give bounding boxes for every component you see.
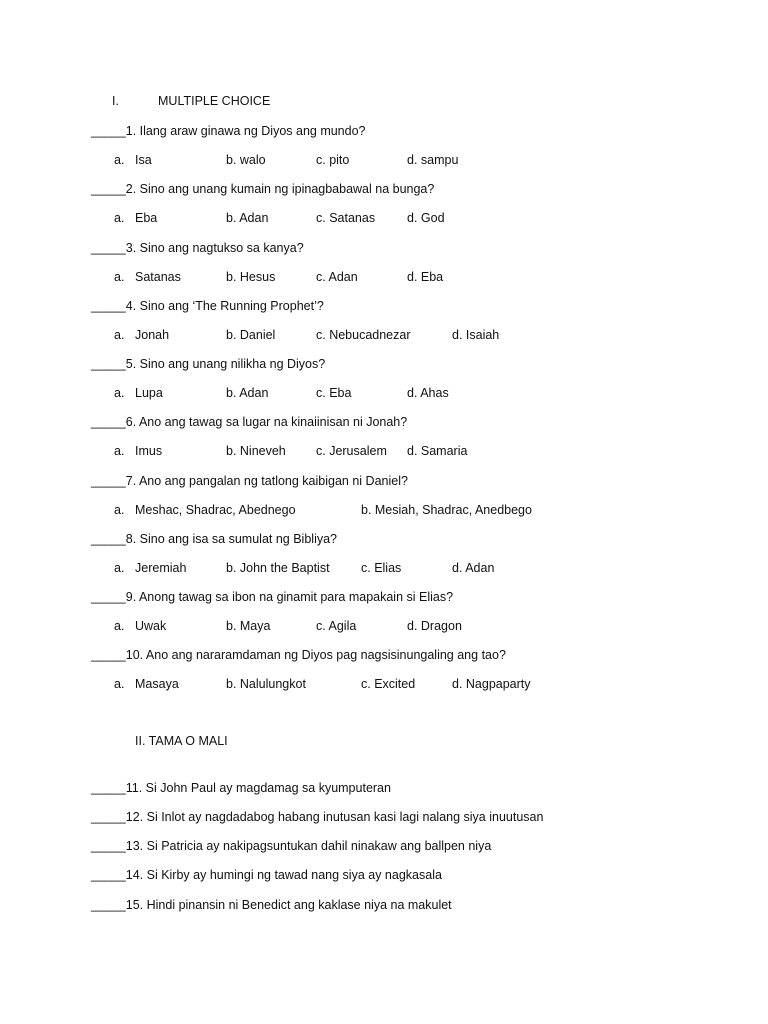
option-letter: a. [114,444,125,458]
option-d: d. Dragon [407,619,462,633]
option-a: Eba [135,211,158,225]
option-b: b. Nineveh [226,444,286,458]
option-c: c. Adan [316,270,358,284]
question-2: _____2. Sino ang unang kumain ng ipinagbabawal na bunga? [91,182,435,196]
option-letter: a. [114,386,125,400]
question-4: _____4. Sino ang ‘The Running Prophet’? [91,299,324,313]
section-1-title: MULTIPLE CHOICE [158,94,271,108]
option-b: b. Mesiah, Shadrac, Anedbego [361,503,532,517]
option-d: d. Eba [407,270,444,284]
option-b: b. John the Baptist [226,561,330,575]
option-letter: a. [114,328,125,342]
option-letter: a. [114,153,125,167]
option-b: b. Adan [226,211,269,225]
option-c: c. Satanas [316,211,376,225]
option-a: Isa [135,153,152,167]
question-8-options [0,560,768,576]
option-c: c. Eba [316,386,352,400]
option-c: c. pito [316,153,350,167]
true-false-item-15: _____15. Hindi pinansin ni Benedict ang kaklase niya na makulet [91,898,452,912]
question-1-options [0,152,768,168]
option-a: Lupa [135,386,163,400]
option-a: Masaya [135,677,179,691]
question-10: _____10. Ano ang nararamdaman ng Diyos pag nagsisinungaling ang tao? [91,648,506,662]
option-a: Jonah [135,328,170,342]
true-false-item-11: _____11. Si John Paul ay magdamag sa kyumputeran [91,781,391,795]
question-6: _____6. Ano ang tawag sa lugar na kinaiinisan ni Jonah? [91,415,408,429]
question-6-options [0,443,768,459]
question-1: _____1. Ilang araw ginawa ng Diyos ang mundo? [91,124,366,138]
question-5: _____5. Sino ang unang nilikha ng Diyos? [91,357,326,371]
question-8: _____8. Sino ang isa sa sumulat ng Bibliya? [91,532,337,546]
true-false-item-12: _____12. Si Inlot ay nagdadabog habang inutusan kasi lagi nalang siya inuutusan [91,810,544,824]
option-c: c. Jerusalem [316,444,387,458]
option-letter: a. [114,211,125,225]
option-d: d. Nagpaparty [452,677,531,691]
option-c: c. Excited [361,677,416,691]
question-7-options [0,502,768,518]
option-b: b. Maya [226,619,271,633]
true-false-item-14: _____14. Si Kirby ay humingi ng tawad nang siya ay nagkasala [91,868,442,882]
option-d: d. sampu [407,153,459,167]
question-3-options [0,269,768,285]
option-a: Satanas [135,270,181,284]
option-letter: a. [114,677,125,691]
question-5-options [0,385,768,401]
true-false-item-13: _____13. Si Patricia ay nakipagsuntukan dahil ninakaw ang ballpen niya [91,839,492,853]
option-letter: a. [114,270,125,284]
option-b: b. Nalulungkot [226,677,306,691]
option-a: Uwak [135,619,167,633]
option-a: Meshac, Shadrac, Abednego [135,503,296,517]
question-9-options [0,618,768,634]
section-2-title: II. TAMA O MALI [135,734,228,748]
option-d: d. Ahas [407,386,449,400]
option-b: b. walo [226,153,266,167]
option-a: Jeremiah [135,561,187,575]
question-2-options [0,210,768,226]
option-c: c. Nebucadnezar [316,328,411,342]
section-1-number: I. [112,94,119,108]
question-7: _____7. Ano ang pangalan ng tatlong kaibigan ni Daniel? [91,474,408,488]
option-b: b. Hesus [226,270,276,284]
question-9: _____9. Anong tawag sa ibon na ginamit para mapakain si Elias? [91,590,454,604]
option-d: d. Samaria [407,444,468,458]
option-letter: a. [114,619,125,633]
option-d: d. God [407,211,445,225]
option-a: Imus [135,444,163,458]
question-10-options [0,676,768,692]
option-c: c. Elias [361,561,402,575]
option-d: d. Adan [452,561,495,575]
question-4-options [0,327,768,343]
option-c: c. Agila [316,619,357,633]
question-3: _____3. Sino ang nagtukso sa kanya? [91,241,304,255]
option-letter: a. [114,561,125,575]
option-b: b. Daniel [226,328,276,342]
option-b: b. Adan [226,386,269,400]
option-letter: a. [114,503,125,517]
option-d: d. Isaiah [452,328,500,342]
